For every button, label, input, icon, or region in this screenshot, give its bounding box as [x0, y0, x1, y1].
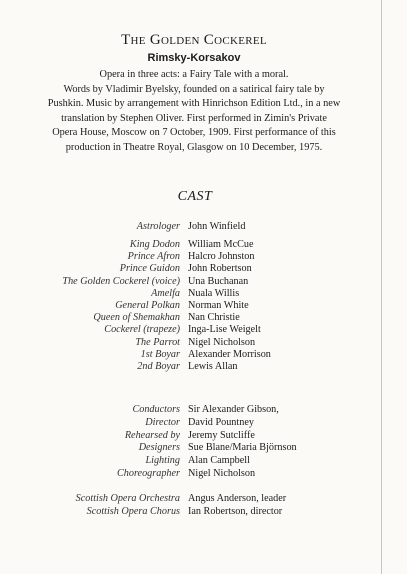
role-label: Conductors: [132, 404, 180, 415]
credit-name: Nigel Nicholson: [188, 467, 256, 479]
performer-name: Norman White: [188, 299, 249, 311]
performer-name: Nuala Willis: [188, 287, 240, 299]
opera-description: [36, 68, 352, 155]
role-label: Designers: [138, 442, 180, 454]
performer-name: William McCue: [188, 239, 254, 250]
prologue-list: [0, 221, 407, 233]
role-label: Amelfa: [151, 287, 180, 299]
role-label: Director: [145, 416, 180, 428]
performer-name: Una Buchanan: [188, 275, 249, 287]
role-label: Scottish Opera Orchestra: [75, 493, 180, 504]
role-label: General Polkan: [115, 299, 180, 311]
description-line: production in Theatre Royal, Glasgow on 10 December, 1975.: [65, 141, 323, 153]
credit-name: Sue Blane/Maria Björnson: [188, 442, 297, 454]
credit-row: [0, 442, 407, 455]
performer-name: John Winfield: [188, 221, 246, 232]
performer-name: Halcro Johnston: [188, 251, 255, 263]
performer-name: John Robertson: [188, 263, 252, 275]
performer-name: Nan Christie: [188, 312, 240, 324]
cast-list: [0, 239, 407, 373]
cast-row: [0, 263, 407, 275]
role-label: The Golden Cockerel (voice): [62, 275, 180, 287]
cast-row: [0, 349, 407, 361]
credit-row: [0, 417, 407, 430]
role-label: The Parrot: [135, 336, 180, 348]
description-line: Opera House, Moscow on 7 October, 1909. First performance of this: [52, 127, 336, 138]
credit-row: [0, 430, 407, 443]
opera-title: The Golden Cockerel: [121, 32, 267, 48]
credit-name: Alan Campbell: [188, 455, 250, 467]
credit-name: Angus Anderson, leader: [188, 493, 287, 504]
cast-row: [0, 312, 407, 324]
performer-name: Lewis Allan: [188, 360, 238, 372]
role-label: 2nd Boyar: [137, 360, 180, 372]
description-line: Words by Vladimir Byelsky, founded on a satirical fairy tale by: [63, 83, 325, 95]
cast-heading: CAST: [177, 189, 213, 204]
composer-name: Rimsky-Korsakov: [147, 52, 241, 64]
role-label: Rehearsed by: [124, 429, 180, 441]
role-label: King Dodon: [129, 239, 180, 250]
cast-row: [0, 361, 407, 373]
cast-row: [0, 324, 407, 336]
role-label: Scottish Opera Chorus: [86, 505, 180, 517]
credit-row: [0, 468, 407, 481]
role-label: Choreographer: [116, 467, 180, 479]
role-label: Cockerel (trapeze): [104, 324, 180, 336]
credit-row: [0, 404, 407, 417]
credit-name: David Pountney: [188, 416, 254, 428]
company-list: [0, 493, 407, 519]
credit-name: Jeremy Sutcliffe: [188, 429, 255, 441]
performer-name: Nigel Nicholson: [188, 336, 256, 348]
performer-name: Alexander Morrison: [188, 348, 271, 360]
cast-row: [0, 251, 407, 263]
performer-name: Inga-Lise Weigelt: [188, 324, 261, 336]
credit-row: [0, 493, 407, 506]
cast-row: [0, 239, 407, 251]
cast-row: [0, 288, 407, 300]
role-label: Prince Guidon: [119, 263, 180, 275]
description-line: Opera in three acts: a Fairy Tale with a moral.: [99, 69, 289, 80]
description-line: translation by Stephen Oliver. First performed in Zimin's Private: [61, 112, 327, 124]
credit-name: Ian Robertson, director: [188, 505, 283, 517]
cast-row: [0, 300, 407, 312]
production-list: [0, 404, 407, 481]
role-label: Prince Afron: [127, 251, 180, 263]
role-label: Queen of Shemakhan: [93, 312, 180, 324]
role-label: 1st Boyar: [140, 348, 180, 360]
credit-row: [0, 455, 407, 468]
cast-row: [0, 221, 407, 233]
credit-row: [0, 506, 407, 519]
role-label: Astrologer: [136, 221, 180, 232]
credit-name: Sir Alexander Gibson,: [188, 404, 279, 415]
role-label: Lighting: [145, 455, 180, 467]
description-line: Pushkin. Music by arrangement with Hinrichson Edition Ltd., in a new: [47, 98, 341, 109]
cast-row: [0, 337, 407, 349]
cast-row: [0, 276, 407, 288]
